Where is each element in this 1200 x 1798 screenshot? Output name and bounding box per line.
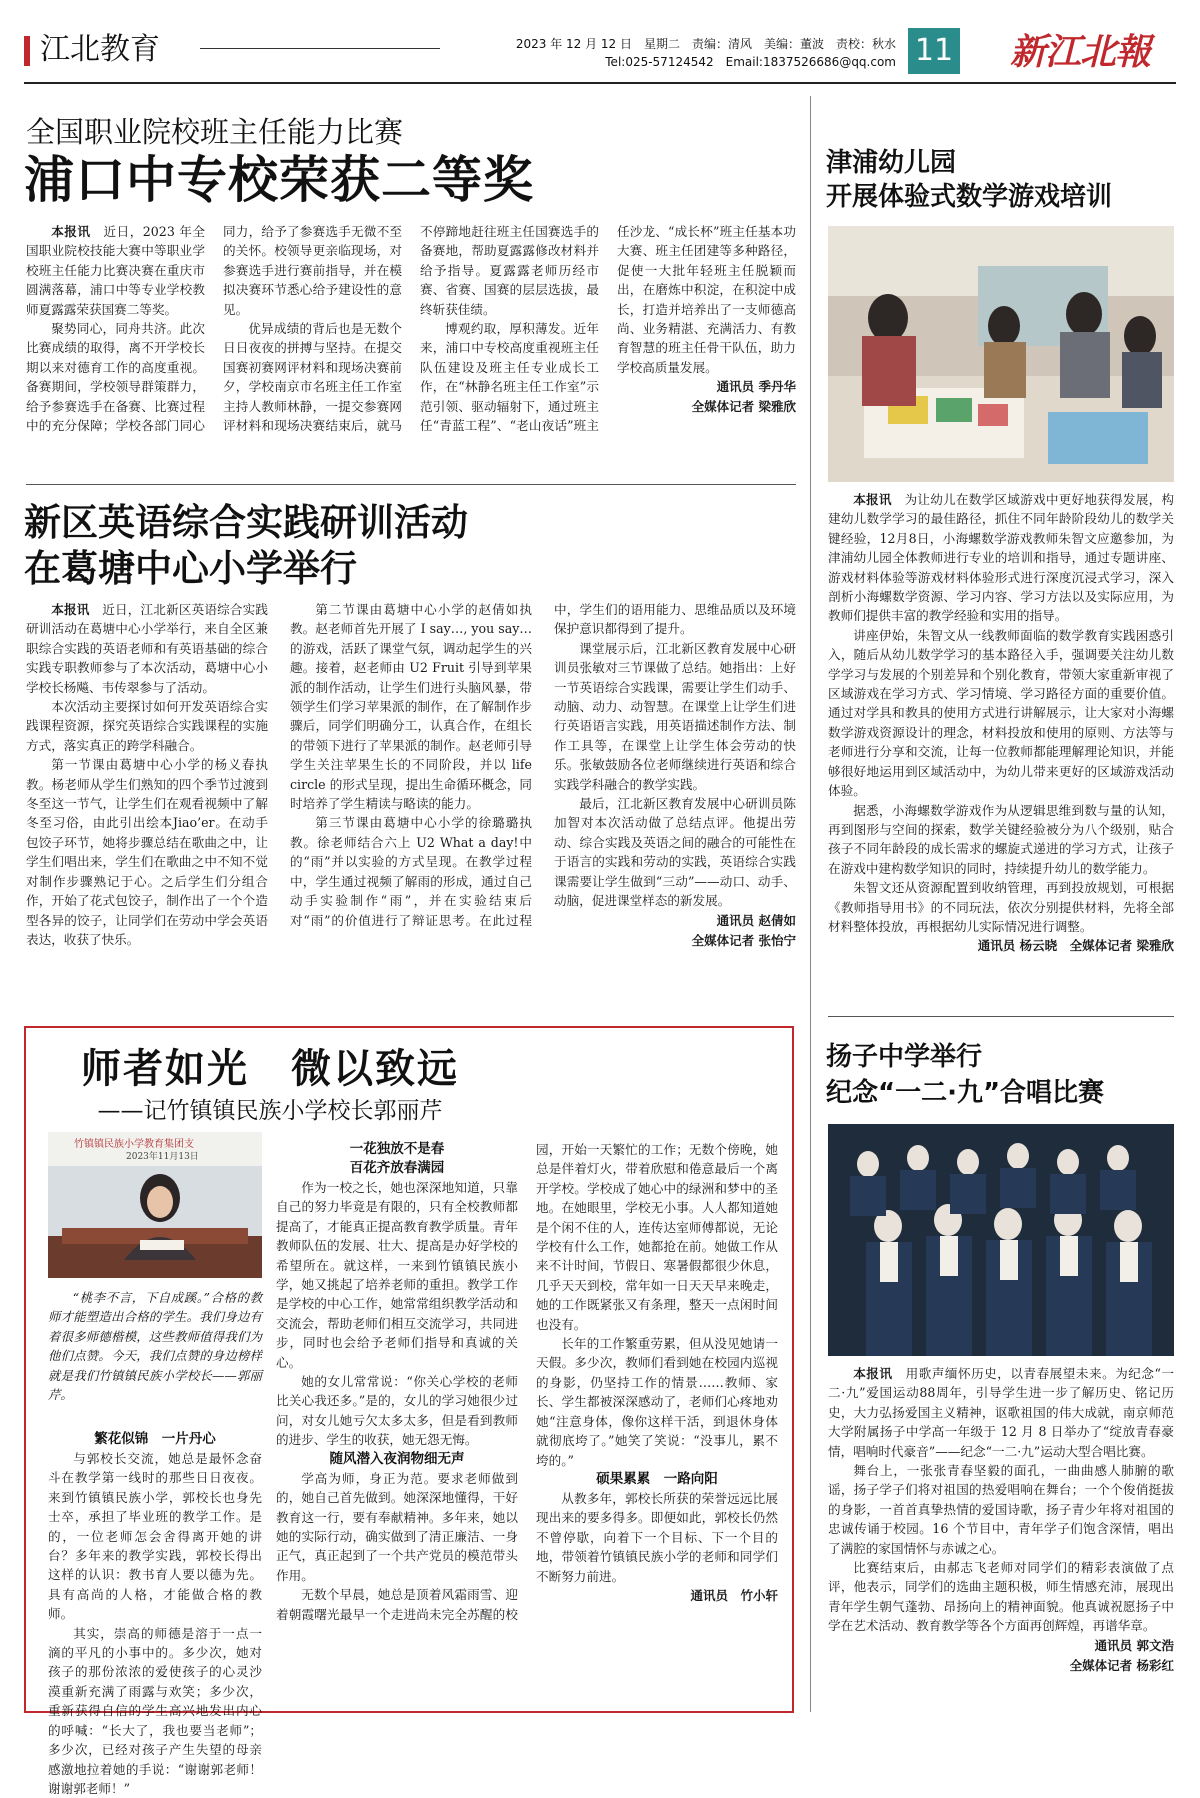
- art1-kicker: 全国职业院校班主任能力比赛: [26, 115, 404, 149]
- rule-art4-art5: [828, 1016, 1174, 1017]
- masthead: [0, 0, 1200, 95]
- art3-sub-2b: 百花齐放春满园: [349, 1160, 445, 1176]
- art2-p6: 课堂展示后，江北新区教育发展中心研训员张敏对三节课做了总结。她指出：上好一节英语综合实践课，需要让学生们动手、动脑、动力、动智慧。在课堂上让学生们进行英语语言实践，用英语描述制作方法、制作工具等，在课堂上让学生体会劳动的快乐。张敏鼓励各位老师继续进行英语和综合实践学科融合的教学实践。: [554, 640, 796, 792]
- photo-banner-text: 竹镇镇民族小学教育集团支: [74, 1139, 194, 1150]
- art4-p4: 朱智文还从资源配置到收纳管理，再到投放规划，可根据《教师指导用书》的不同玩法，依次分别提供材料，先将全部材料整体投放，再根据幼儿实际情况进行调整。: [828, 880, 1174, 934]
- art4-lead-tag: 本报讯: [853, 492, 892, 507]
- art1-p4: 博观约取，厚积薄发。近年来，浦口中专校高度重视班主任队伍建设及班主任专业成长工作，在“林静名班主任工作室”示范引领、驱动辐射下，通过班主任“青蓝工程”、“老山夜话”班主任沙龙、“成长杯”班主任基本功大赛、班主任团建等多种路径，促使一大批年轻班主任脱颖而出，在磨炼中积淀，在积淀中成长，打造并培养出了一支师德高尚、业务精湛、充满活力、有教育智慧的班主任骨干队伍，助力学校高质量发展。: [420, 224, 796, 434]
- rule-art1-art2: [26, 484, 796, 485]
- art3-sub-2a: 一花独放不是春: [349, 1141, 445, 1157]
- date-line: 2023 年 12 月 12 日 星期二 责编：清风 美编：董波 责校：秋水: [515, 37, 896, 51]
- art1-byline-1: 通讯员 季丹华: [716, 379, 796, 395]
- art5-lead-tag: 本报讯: [853, 1366, 893, 1381]
- art1-headline: 浦口中专校荣获二等奖: [24, 151, 534, 209]
- art1-lead-tag: 本报讯: [51, 224, 91, 239]
- art1-body: [26, 222, 796, 456]
- art4-byline-1: 通讯员 杨云晓: [977, 938, 1058, 954]
- art2-p2: 本次活动主要探讨如何开发英语综合实践课程资源，探究英语综合实践课程的实施方式，落实真正的跨学科融合。: [26, 699, 268, 753]
- page-number-box: [908, 28, 960, 74]
- art4-headline-2: 开展体验式数学游戏培训: [826, 182, 1113, 212]
- art3-byline: 通讯员 竹小轩: [690, 1587, 778, 1603]
- art3-sub-1: 繁花似锦 一片丹心: [94, 1431, 216, 1447]
- art2-lead-tag: 本报讯: [51, 602, 90, 617]
- art4-body: [828, 490, 1174, 1002]
- art4-p1: 为让幼儿在数学区域游戏中更好地获得发展，构建幼儿数学学习的最佳路径，抓住不同年龄阶段幼儿的数学关键经验，12月8日，小海螺数学游戏教师朱智文应邀参加，为津浦幼儿园全体教师进行专业的培训和指导，通过专题讲座、游戏材料体验等游戏材料体验形式进行深度沉浸式学习，深入剖析小海螺数学资源、学习内容、学习方法以及实际应用，为教师们提供丰富的教学经验和实用的指导。: [828, 492, 1175, 624]
- art1-p1: 近日，2023 年全国职业院校技能大赛中等职业学校班主任能力比赛决赛在重庆市圆满落幕，浦口中等专业学校教师夏露露荣获国赛二等奖。: [26, 224, 206, 317]
- art3-p4: 她的女儿常常说：“你关心学校的老师比关心我还多。”是的，女儿的学习她很少过问，对女儿她亏欠太多太多，但是看到教师的进步、学生的收获，她无怨无悔。: [276, 1374, 518, 1448]
- art3-p1: 与郭校长交流，她总是最怀念奋斗在教学第一线时的那些日日夜夜。来到竹镇镇民族小学，郭校长也身先士卒，承担了毕业班的教学工作。是的，一位老师怎会舍得离开她的讲台？多年来的教学实践，郭校长得出这样的认识：教书育人要以德为先。具有高尚的人格，才能做合格的教师。: [48, 1451, 262, 1622]
- art2-p4: 第二节课由葛塘中心小学的赵倩如执教。赵老师首先开展了 I say…, you say… 的游戏，活跃了课堂气氛，调动起学生的兴趣。接着，赵老师由 U2 Fruit 引导到苹果派的制作活动，让学生们进行头脑风暴，带领学生们学习苹果派的制作，在了解制作步骤后，同学们明确分工，认真合作，在组长的带领下进行了苹果派的制作。赵老师引导学生关注苹果生长的不同阶段，并以 life circle 的形式呈现，提出生命循环概念，同时培养了学生精读与略读的能力。: [290, 602, 532, 812]
- art3-photo: [48, 1132, 262, 1278]
- art2-p5: 第三节课由葛塘中心小学的徐璐璐执教。徐老师结合六上 U2 What a day!中的“雨”并以实验的方式呈现。在教学过程中，学生通过视频了解雨的形成，通过自己动手实验制作“雨”，并在实验结束后对“雨”的价值进行了辩证思考。在此过程中，学生们的语用能力、思维品质以及环境保护意识都得到了提升。: [290, 602, 796, 928]
- art4-p2: 讲座伊始，朱智文从一线教师面临的数学教育实践困惑引入，随后从幼儿数学学习的基本路径入手，强调要关注幼儿数学学习与发展的个别差异和个别化教育，带领大家重新审视了区域游戏在学习方式、学习情境、学习路径方面的重要价值。通过对学具和教具的使用方式进行讲解展示，让大家对小海螺数学游戏资源设计的理念，材料投放和使用的原则、方法等与老师进行分享和交流，让每一位教师都能理解理论知识，并能够很好地运用到区域活动中，为幼儿带来更好的区域游戏活动体验。: [828, 627, 1174, 799]
- paper-logo: 新江北報: [1010, 31, 1151, 73]
- art4-headline-1: 津浦幼儿园: [826, 148, 957, 178]
- art4-photo: [828, 226, 1174, 482]
- section-title: 江北教育: [40, 32, 160, 67]
- art2-headline-2: 在葛塘中心小学举行: [24, 547, 357, 590]
- art2-headline-1: 新区英语综合实践研训活动: [24, 501, 468, 544]
- art3-p6: 无数个早晨，她总是顶着风霜雨雪、迎着朝霞曙光最早一个走进尚未完全苏醒的校园，开始一天繁忙的工作；无数个傍晚，她总是伴着灯火，带着欣慰和倦意最后一个离开学校。学校成了她心中的绿洲和梦中的圣地。在她眼里，学校无小事。人人都知道她是个闲不住的人，连传达室师傅都说，无论学校有什么工作，她都抢在前。她做工作从来不计时间，节假日、寒暑假都很少休息，几乎天天到校，常年如一日天天早来晚走，她的工作既紧张又有条理，整天一点闲时间也没有。: [276, 1142, 778, 1622]
- art3-p7: 长年的工作繁重劳累，但从没见她请一天假。多少次，教师们看到她在校园内巡视的身影，仍坚持工作的情景……教师、家长、学生都被深深感动了，老师们心疼地劝她“注意身体，像你这样干活，到退休身体就彻底垮了。”她笑了笑说：“没事儿，累不垮的。”: [536, 1336, 778, 1468]
- art5-byline-1: 通讯员 郭文浩: [1094, 1637, 1174, 1653]
- art3-headline: 师者如光 微以致远: [81, 1046, 459, 1092]
- art4-byline-2: 全媒体记者 梁雅欣: [1069, 938, 1174, 954]
- photo-date-text: 2023年11月13日: [126, 1152, 199, 1162]
- art3-subtitle: ——记竹镇镇民族小学校长郭丽芹: [97, 1098, 443, 1124]
- art5-p1: 用歌声缅怀历史，以青春展望未来。为纪念“一二·九”爱国运动88周年，引导学生进一步了解历史、铭记历史，大力弘扬爱国主义精神，讴歌祖国的伟大成就，南京师范大学附属扬子中学高一年级于 12 月 8 日举办了“绽放青春豪情，唱响时代豪音”——纪念“一二·九”运动大型合唱比赛。: [828, 1366, 1174, 1459]
- section-bar-accent: [24, 36, 30, 66]
- art5-headline-1: 扬子中学举行: [826, 1042, 983, 1072]
- art5-photo: [828, 1124, 1174, 1356]
- art5-byline-2: 全媒体记者 杨彩红: [1069, 1657, 1174, 1673]
- art3-sub-3: 随风潜入夜润物细无声: [329, 1450, 465, 1467]
- art3-body: [48, 1430, 262, 1796]
- art1-p3: 优异成绩的背后也是无数个日日夜夜的拼搏与坚持。在提交国赛初赛网评材料和现场决赛前夕，学校南京市名班主任工作室主持人教师林静，一提交参赛网评材料和现场决赛结束后，就马不停蹄地赶往班主任国赛选手的备赛地，帮助夏露露修改材料并给予指导。夏露露老师历经市赛、省赛、国赛的层层选拔，最终斩获佳绩。: [223, 224, 599, 434]
- art2-body: [26, 600, 796, 994]
- art4-p3: 据悉，小海螺数学游戏作为从逻辑思维到数与量的认知，再到图形与空间的探索，数学关键经验被分为八个级别，贴合孩子不同年龄段的成长需求的螺旋式递进的学习方式，让孩子在游戏中建构数学知识的同时，持续提升幼儿的数学能力。: [828, 802, 1174, 876]
- art2-p3: 第一节课由葛塘中心小学的杨义春执教。杨老师从学生们熟知的四个季节过渡到冬至这一节气，让学生们在观看视频中了解冬至习俗，由此引出绘本Jiao’er。在动手包饺子环节，她将步骤总结在歌曲之中，让学生们唱出来，学生们在歌曲之中不知不觉对制作步骤熟记于心。之后学生们分组合作，开始了花式包饺子，制作出了一个个造型各异的饺子，让同学们在劳动中学会英语表达，收获了快乐。: [26, 757, 268, 947]
- art3-sub-4: 硕果累累 一路向阳: [596, 1470, 718, 1487]
- art2-byline-2: 全媒体记者 张怡宁: [691, 932, 796, 948]
- art3-p8: 从教多年，郭校长所获的荣誉远远比展现出来的要多得多。即便如此，郭校长仍然不曾停歇，向着下一个目标、下一个目的地，带领着竹镇镇民族小学的老师和同学们不断努力前进。: [536, 1490, 778, 1584]
- choir-photo: [828, 1124, 1174, 1356]
- art3-p2: 其实，崇高的师德是溶于一点一滴的平凡的小事中的。多少次，她对孩子的那份浓浓的爱使孩子的心灵沙漠重新充满了雨露与欢笑；多少次，重新获得自信的学生高兴地发出内心的呼喊：“长大了，我也要当老师”；多少次，已经对孩子产生失望的母亲感激地拉着她的手说：“谢谢郭老师！谢谢郭老师！”: [48, 1625, 262, 1796]
- art3-quote: “桃李不言，下自成蹊。”合格的教师才能塑造出合格的学生。我们身边有着很多师德楷模，这些教师值得我们为他们点赞。今天，我们点赞的身边榜样就是我们竹镇镇民族小学校长——郭丽芹。: [48, 1290, 262, 1403]
- art1-byline-2: 全媒体记者 梁雅欣: [691, 399, 796, 415]
- page-number: 11: [914, 33, 954, 68]
- header-rule: [24, 82, 1176, 84]
- art3-body-right: [276, 1140, 778, 1706]
- art1-p2: 聚势同心，同舟共济。此次比赛成绩的取得，离不开学校长期以来对德育工作的高度重视。备赛期间，学校领导群策群力，给予参赛选手在备赛、比赛过程中的充分保障；学校各部门同心同力，给予了参赛选手无微不至的关怀。校领导更亲临现场，对参赛选手进行赛前指导，并在模拟决赛环节悉心给予建设性的意见。: [26, 224, 402, 434]
- art2-p7: 最后，江北新区教育发展中心研训员陈加智对本次活动做了总结点评。他提出劳动、综合实践及英语之间的融合的可能性在于语言的实践和劳动的实践，英语综合实践课需要让学生做到“三动”——动口、动手、动脑，促进课堂样态的新发展。: [554, 796, 796, 909]
- contact-line: Tel:025-57124542 Email:1837526686@qq.com: [605, 55, 896, 69]
- classroom-photo: [828, 226, 1174, 482]
- art2-p1: 近日，江北新区英语综合实践研训活动在葛塘中心小学举行，来自全区兼职综合实践的英语老师和有英语基础的综合实践专职教师参与了本次活动，葛塘中心小学校长杨飚、韦传翠参与了活动。: [26, 602, 269, 695]
- art5-p2: 舞台上，一张张青春坚毅的面孔，一曲曲感人肺腑的歌谣，扬子学子们将对祖国的热爱唱响在舞台；一个个俊俏挺拔的身影，一首首真挚热情的爱国诗歌，扬子青少年将对祖国的忠诚传诵于校园。16 个节目中，青年学子们饱含深情，唱出了满腔的家国情怀与赤诚之心。: [828, 1463, 1174, 1556]
- header-line-left: [200, 48, 440, 49]
- art5-body: [828, 1364, 1174, 1712]
- right-column-rule: [810, 96, 811, 1712]
- art2-byline-1: 通讯员 赵倩如: [716, 912, 796, 928]
- art3-p5: 学高为师，身正为范。要求老师做到的，她自己首先做到。她深深地懂得，干好教育这一行，要有奉献精神。多年来，她以她的实际行动，确实做到了清正廉洁、一身正气，真正起到了一个共产党员的模范带头作用。: [276, 1470, 518, 1583]
- art5-p3: 比赛结束后，由郝志飞老师对同学们的精彩表演做了点评，他表示，同学们的选曲主题积极，师生情感充沛，展现出青年学生朝气蓬勃、昂扬向上的精神面貌。他真诚祝愿扬子中学在艺术活动、教育教学等各个方面再创辉煌，再谱华章。: [828, 1560, 1174, 1634]
- art5-headline-2: 纪念“一二·九”合唱比赛: [826, 1078, 1105, 1108]
- art3-p3: 作为一校之长，她也深深地知道，只靠自己的努力毕竟是有限的，只有全校教师都提高了，才能真正提高教育教学质量。青年教师队伍的发展、壮大、提高是办好学校的希望所在。就这样，一来到竹镇镇民族小学，她又挑起了培养老师的重担。教学工作是学校的中心工作，她常常组织教学活动和交流会，帮助老师们相互交流学习，共同进步，同时也会给予老师们指导和真诚的关心。: [276, 1180, 518, 1370]
